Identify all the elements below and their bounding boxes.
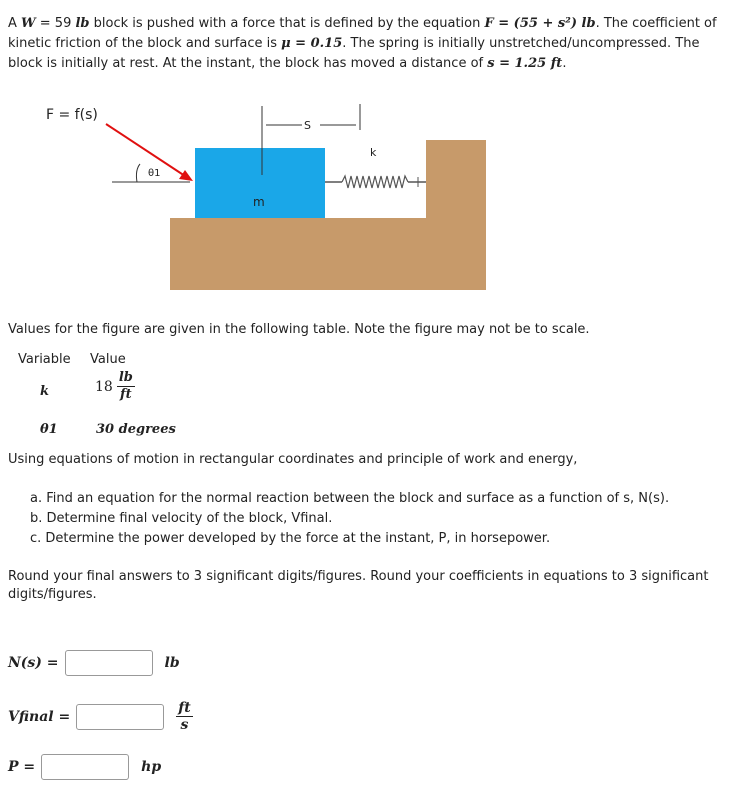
table-value-theta: 30 degrees [96,422,176,437]
k-unit [117,370,135,403]
instructions-text: Using equations of motion in rectangular coordinates and principle of work and energy, [8,452,578,467]
spring-coil [342,176,408,188]
k-unit-num: lb [118,370,133,385]
column-header-variable: Variable [18,352,71,367]
intro-text-5: . The spring is initially unstretched/uncompressed. The block is initially at rest. At the instant, the block has moved a distance of [8,36,700,71]
distance-value: s = 1.25 ft [487,56,563,71]
force-arrowhead [179,170,193,181]
velocity-unit-den: s [180,717,189,733]
answer-unit-lb: lb [164,655,180,671]
intro-text-4: . The coefficient of kinetic friction of the block and surface is [8,16,717,51]
table-note: Values for the figure are given in the following table. Note the figure may not be to scale. [8,322,590,337]
m-label: m [253,195,265,209]
intro-text-3: block is pushed with a force that is defined by the equation [89,16,485,31]
answer-label-normal: N(s) = [8,655,59,671]
normal-reaction-input[interactable] [65,650,153,676]
k-label: k [370,146,377,159]
velocity-unit-num: ft [178,700,191,716]
table-var-theta: θ1 [40,422,58,437]
force-equation: F = (55 + s²) lb [484,16,596,31]
intro-text-6: . [562,56,567,71]
intro-text-2: = 59 [35,16,76,31]
k-value: 18 [95,378,113,395]
s-label: S [304,119,311,132]
angle-label: θ1 [148,168,161,179]
problem-figure [40,100,500,300]
question-a: a. Find an equation for the normal reaction between the block and surface as a function of s, N(s). [30,491,670,506]
answer-label-velocity: Vfinal = [8,708,71,725]
table-var-k: k [40,384,50,399]
answer-row-power [8,754,161,780]
weight-symbol: W [21,16,36,31]
k-unit-den: ft [120,387,132,402]
angle-arc [136,164,140,182]
table-value-k [95,370,135,403]
answer-unit-hp: hp [141,759,162,775]
answer-row-normal [8,650,180,676]
rounding-instructions: Round your final answers to 3 significant digits/figures. Round your coefficients in equations to 3 significant digits/figures. [8,569,709,602]
weight-unit: lb [75,16,90,31]
force-arrow [106,124,185,176]
force-label: F = f(s) [46,107,98,123]
question-c: c. Determine the power developed by the force at the instant, P, in horsepower. [30,531,551,546]
answer-row-velocity [8,700,193,733]
final-velocity-input[interactable] [76,704,164,730]
variables-table [18,352,318,442]
intro-text-1: A [8,16,22,31]
friction-coefficient: μ = 0.15 [281,36,343,51]
answer-label-power: P = [8,759,36,775]
answer-unit-ft-s [176,700,193,733]
power-input[interactable] [41,754,129,780]
column-header-value: Value [90,352,126,367]
problem-statement [8,14,724,74]
question-b: b. Determine final velocity of the block, Vfinal. [30,511,333,526]
question-list [30,489,669,549]
